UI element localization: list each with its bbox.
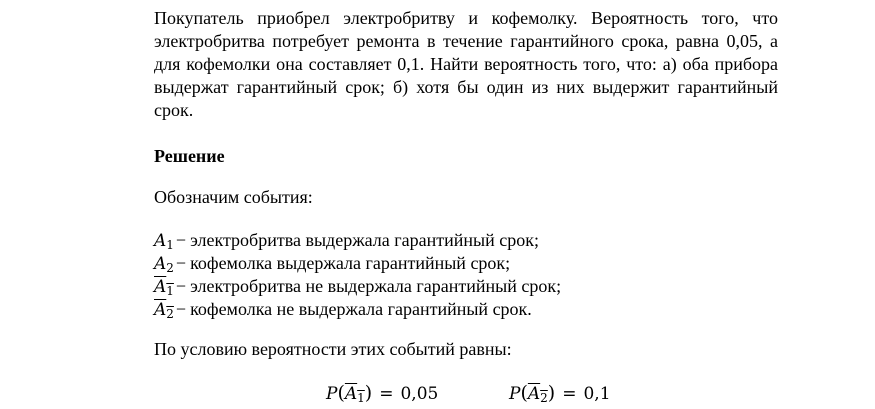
event-description: кофемолка выдержала гарантийный срок; <box>190 253 511 273</box>
event-symbol: $A_1$ <box>154 231 174 252</box>
solution-heading: Решение <box>154 146 225 166</box>
formula-value: 0,1 <box>583 384 611 404</box>
event-a1: $A_1$ − электробритва выдержала гарантийный срок; <box>154 230 539 252</box>
formula-p-not-a2: $P(A_2) = 0,1$ <box>509 382 611 405</box>
event-symbol-complement: $A_1$ <box>154 277 174 298</box>
events-intro: Обозначим события: <box>154 187 313 207</box>
event-description: электробритва не выдержала гарантийный срок; <box>190 276 562 296</box>
formula-value: 0,05 <box>400 384 439 404</box>
event-description: кофемолка не выдержала гарантийный срок. <box>190 299 532 319</box>
event-a2: $A_2$ − кофемолка выдержала гарантийный срок; <box>154 253 511 275</box>
formula-p-not-a1: $P(A_1) = 0,05$ <box>326 382 439 405</box>
condition-text: По условию вероятности этих событий равны: <box>154 339 512 359</box>
event-symbol: $A_2$ <box>154 254 174 275</box>
event-not-a1: $A_1$ − электробритва не выдержала гарантийный срок; <box>154 276 562 298</box>
probability-formulas <box>0 380 875 406</box>
problem-statement: Покупатель приобрел электробритву и кофемолку. Вероятность того, что электробритва потребует ремонта в течение гарантийного срока, равна 0,05, а для кофемолки она составляет 0,1. Найти вероятность того, что: а) оба прибора выдержат гарантийный срок; б) хотя бы один из них выдержит гарантийный срок. <box>154 8 778 120</box>
event-symbol-complement: $A_2$ <box>154 300 174 321</box>
events-list <box>154 229 778 321</box>
event-not-a2: $A_2$ − кофемолка не выдержала гарантийный срок. <box>154 299 532 321</box>
event-description: электробритва выдержала гарантийный срок; <box>190 230 539 250</box>
